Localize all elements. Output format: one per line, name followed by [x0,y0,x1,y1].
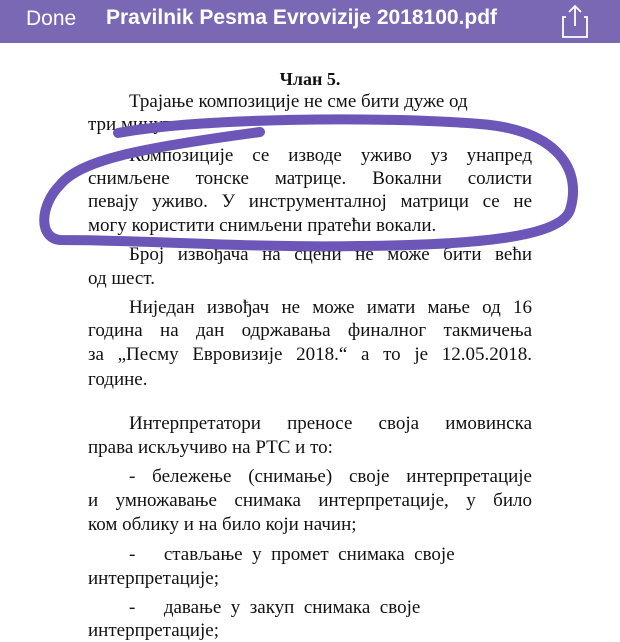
text-line: - бележење (снимање) своје интерпретације [129,466,532,487]
text-line: певају уживо. У инструменталној матрици се не [88,191,532,212]
text-line: за „Песму Евровизије 2018.“ а то је 12.05.2018. [88,344,532,365]
document-title: Pravilnik Pesma Evrovizije 2018100.pdf [106,6,498,29]
text-line: права искључиво на РТС и то: [88,437,333,458]
text-line: Ниједан извођач не може имати мање од 16 [129,297,532,318]
share-icon[interactable] [562,4,588,38]
text-line: Број извођача на сцени не може бити већи [129,244,532,265]
article-heading: Члан 5. [279,69,341,89]
text-line: снимљене тонске матрице. Вокални солисти [88,168,532,189]
text-line: - давање у закуп снимака своје [129,597,421,618]
text-line: од шест. [88,268,155,289]
text-line: Интерпретатори преносе своја имовинска [129,413,532,434]
text-line: Композиције се изводе уживо уз унапред [129,145,532,166]
top-toolbar [0,0,620,43]
text-line: три минута. [88,114,185,135]
text-line: интерпретације; [88,620,219,641]
text-line: Трајање композиције не сме бити дуже од [129,91,468,112]
text-line: ком облику и на било који начин; [88,514,357,535]
text-line: године. [88,369,148,390]
text-line: година на дан одржавања финалног такмичења [88,320,532,341]
text-line: интерпретације; [88,568,219,589]
text-line: - стављање у промет снимака своје [129,544,455,565]
text-line: и умножавање снимака интерпретације, у било [88,490,532,511]
done-button[interactable]: Done [26,7,77,30]
text-line: могу користити снимљени пратећи вокали. [88,215,437,236]
